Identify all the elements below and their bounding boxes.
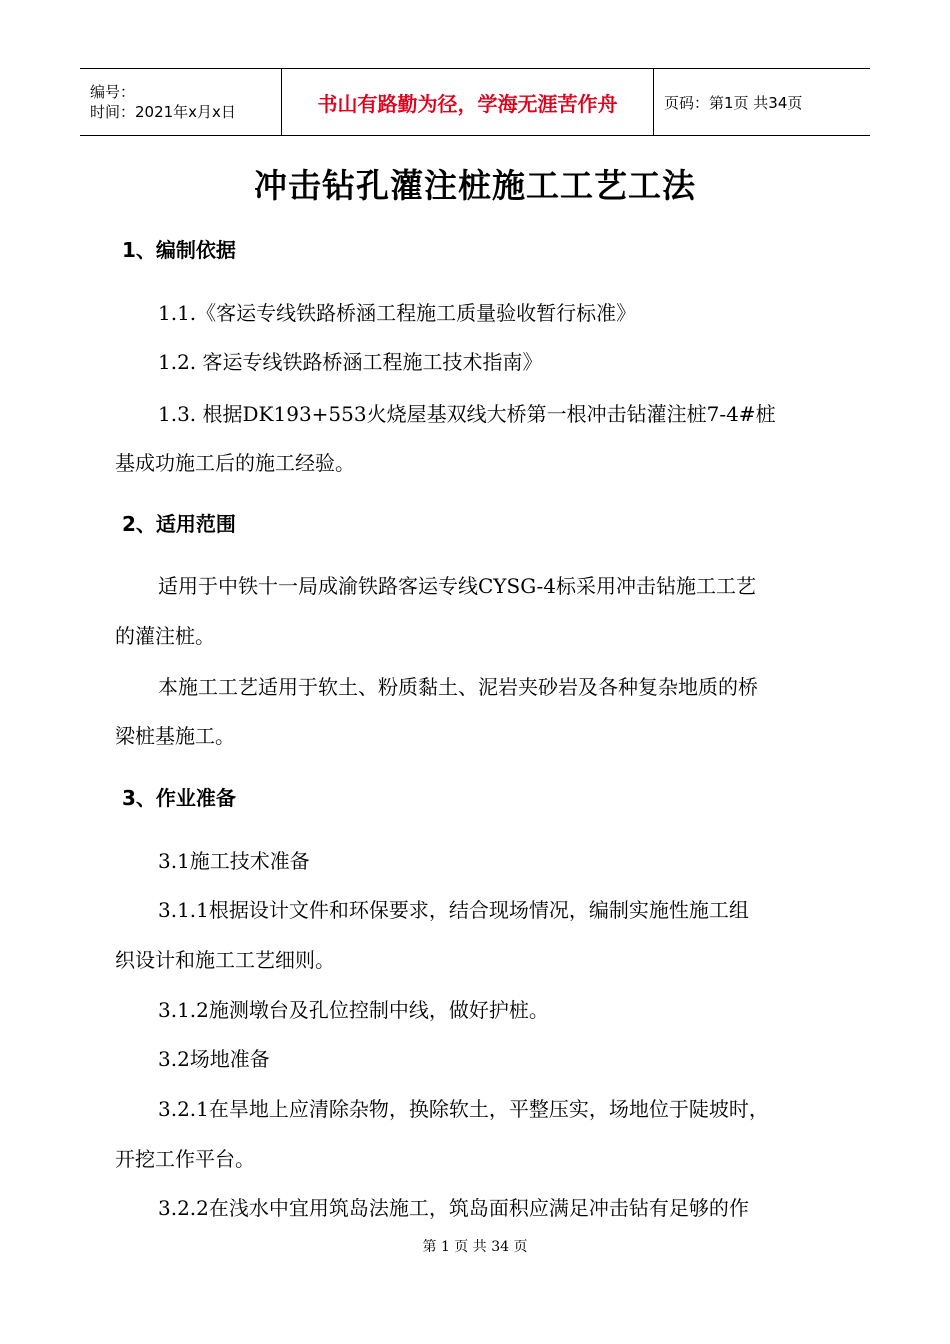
document-title: 冲击钻孔灌注桩施工工艺工法 <box>254 166 696 205</box>
paragraph-line: 1.3. 根据DK193+553火烧屋基双线大桥第一根冲击钻灌注桩7-4#桩 <box>158 402 776 426</box>
paragraph-line: 3.2场地准备 <box>158 1047 270 1071</box>
paragraph-line: 开挖工作平台。 <box>115 1147 255 1171</box>
paragraph-line: 本施工工艺适用于软土、粉质黏土、泥岩夹砂岩及各种复杂地质的桥 <box>158 675 758 699</box>
number-label: 编号： <box>90 83 136 101</box>
paragraph-line: 3.1施工技术准备 <box>158 849 310 873</box>
paragraph-line: 的灌注桩。 <box>115 624 215 648</box>
page-footer: 第 1 页 共 34 页 <box>422 1239 528 1255</box>
paragraph-line: 3.1.1根据设计文件和环保要求，结合现场情况，编制实施性施工组 <box>158 898 749 922</box>
paragraph-line: 3.2.2在浅水中宜用筑岛法施工，筑岛面积应满足冲击钻有足够的作 <box>158 1196 749 1220</box>
section-heading: 3、作业准备 <box>122 786 236 810</box>
paragraph-line: 适用于中铁十一局成渝铁路客运专线CYSG-4标采用冲击钻施工工艺 <box>158 574 757 598</box>
paragraph-line: 梁桩基施工。 <box>115 724 235 748</box>
paragraph-line: 3.2.1在旱地上应清除杂物，换除软土，平整压实，场地位于陡坡时， <box>158 1097 769 1121</box>
page-header <box>80 68 870 136</box>
paragraph-line: 织设计和施工工艺细则。 <box>115 948 335 972</box>
section-heading: 2、适用范围 <box>122 512 236 536</box>
header-meta <box>80 69 282 135</box>
section-heading: 1、编制依据 <box>122 238 236 262</box>
paragraph-line: 基成功施工后的施工经验。 <box>115 451 355 475</box>
paragraph-line: 3.1.2施测墩台及孔位控制中线，做好护桩。 <box>158 998 549 1022</box>
header-page-info <box>654 69 870 135</box>
motto-text: 书山有路勤为径，学海无涯苦作舟 <box>317 91 618 116</box>
page-info-text: 页码：第1页 共34页 <box>664 93 803 112</box>
header-motto <box>282 69 654 135</box>
paragraph-line: 1.2. 客运专线铁路桥涵工程施工技术指南》 <box>158 350 543 374</box>
paragraph-line: 1.1.《客运专线铁路桥涵工程施工质量验收暂行标准》 <box>158 301 637 325</box>
time-label: 时间：2021年x月x日 <box>90 103 236 121</box>
